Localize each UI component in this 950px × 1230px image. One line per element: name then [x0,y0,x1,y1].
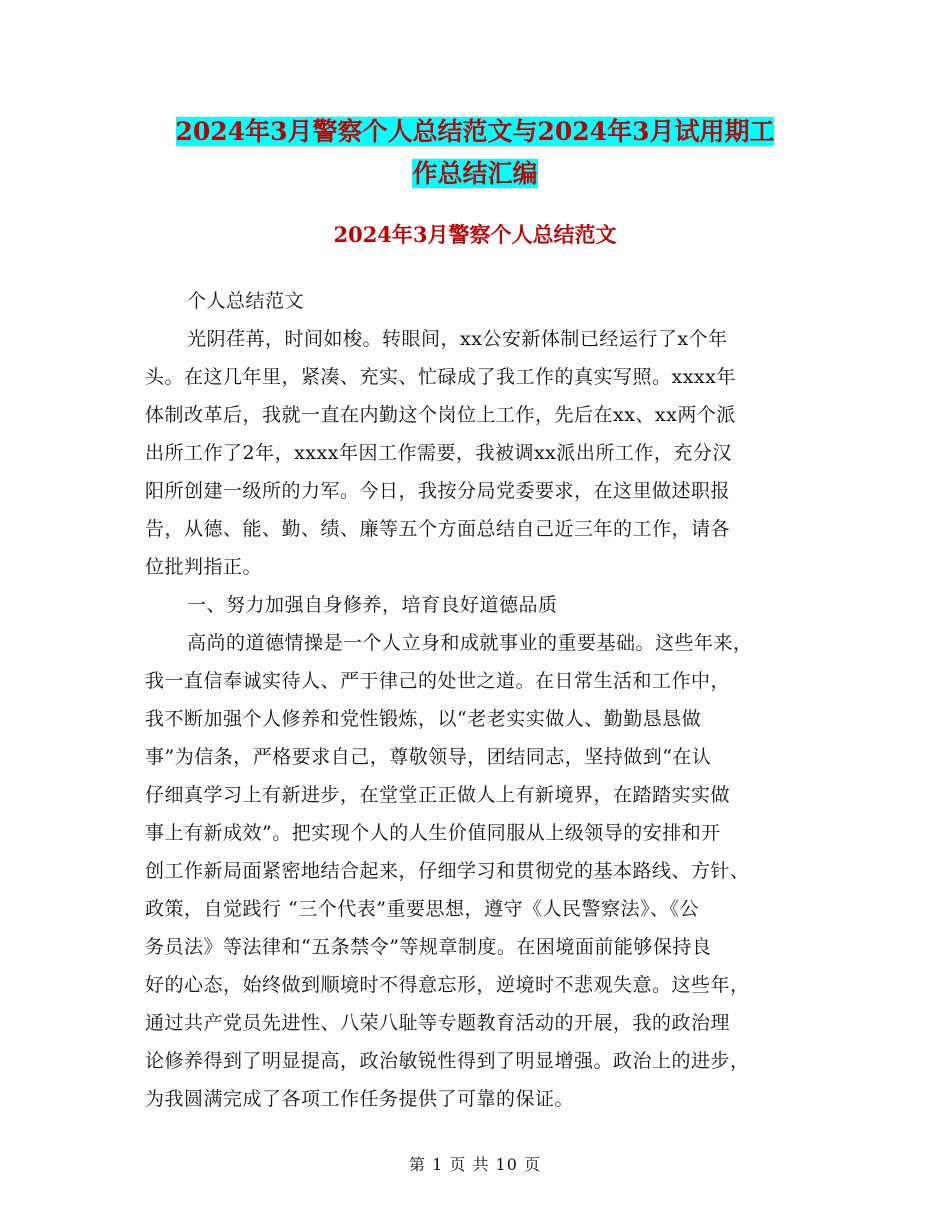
text-line: 仔细真学习上有新进步，在堂堂正正做人上有新境界，在踏踏实实做 [145,784,731,806]
text-line: 好的心态，始终做到顺境时不得意忘形，逆境时不悲观失意。这些年， [145,974,750,996]
text-line: 务员法》等法律和“五条禁令”等规章制度。在困境面前能够保持良 [145,936,712,958]
text-line: 创工作新局面紧密地结合起来，仔细学习和贯彻党的基本路线、方针、 [145,860,750,882]
document-body [145,282,805,1118]
text-line: 我一直信奉诚实待人、严于律己的处世之道。在日常生活和工作中， [145,670,731,692]
text-line: 政策，自觉践行 “三个代表”重要思想，遵守《人民警察法》、《公 [145,898,699,920]
text-line: 我不断加强个人修养和党性锻炼，以“老老实实做人、勤勤恳恳做 [145,708,702,730]
text-line: 位批判指正。 [145,556,263,578]
text-line: 通过共产党员先进性、八荣八耻等专题教育活动的开展，我的政治理 [145,1012,731,1034]
paragraph-heading: 个人总结范文 [187,290,305,312]
text-line: 事”为信条，严格要求自己，尊敬领导，团结同志，坚持做到“在认 [145,746,712,768]
section-title: 2024年3月警察个人总结范文 [333,222,617,247]
text-line: 体制改革后，我就一直在内勤这个岗位上工作，先后在xx、xx两个派 [145,404,736,426]
text-line: 出所工作了2年，xxxx年因工作需要，我被调xx派出所工作，充分汉 [145,442,732,464]
subsection-heading: 一、努力加强自身修养，培育良好道德品质 [187,594,558,616]
document-title-line-2: 作总结汇编 [412,159,538,188]
text-line: 阳所创建一级所的力军。今日，我按分局党委要求，在这里做述职报 [145,480,731,502]
text-line: 高尚的道德情操是一个人立身和成就事业的重要基础。这些年来， [187,632,753,654]
text-line: 为我圆满完成了各项工作任务提供了可靠的保证。 [145,1088,575,1110]
document-title-line-1: 2024年3月警察个人总结范文与2024年3月试用期工 [175,117,775,146]
text-line: 事上有新成效”。把实现个人的人生价值同服从上级领导的安排和开 [145,822,721,844]
text-line: 光阴荏苒，时间如梭。转眼间，xx公安新体制已经运行了x个年 [187,328,728,350]
page-footer: 第 1 页 共 10 页 [409,1155,541,1174]
text-line: 论修养得到了明显提高，政治敏锐性得到了明显增强。政治上的进步， [145,1050,750,1072]
text-line: 头。在这几年里，紧凑、充实、忙碌成了我工作的真实写照。xxxx年 [145,366,736,388]
text-line: 告，从德、能、勤、绩、廉等五个方面总结自己近三年的工作，请各 [145,518,731,540]
